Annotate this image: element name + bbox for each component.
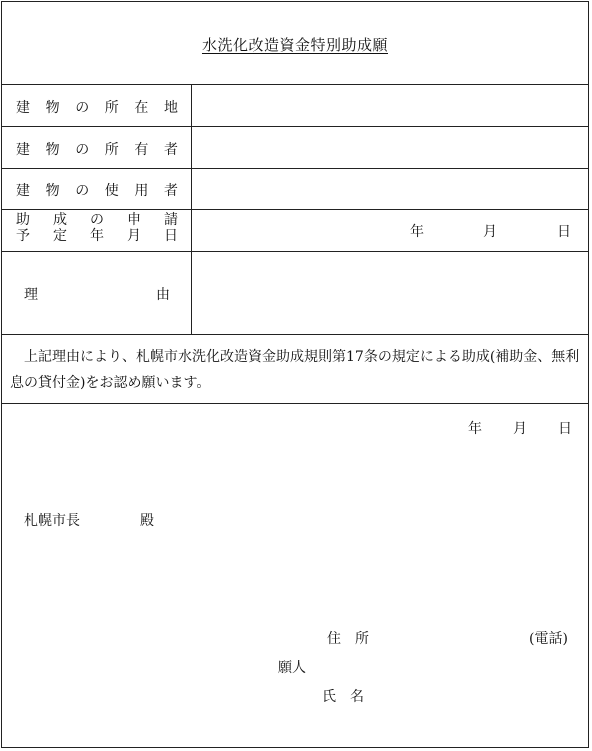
form-title-text: 水洗化改造資金特別助成願: [201, 36, 388, 54]
label-char: 月: [127, 228, 141, 244]
label-char: の: [75, 100, 90, 116]
label-char: 有: [134, 142, 149, 158]
label-char: の: [75, 183, 90, 199]
label-char: 使: [104, 183, 119, 199]
rule-7: [2, 403, 588, 404]
label-char: 建: [16, 100, 30, 116]
applicant-phone-label: (電話): [529, 631, 568, 647]
label-planned-date-line1: [16, 213, 178, 228]
field-building-location[interactable]: [193, 86, 587, 125]
label-char: 予: [16, 228, 30, 244]
label-building-location: [16, 97, 178, 117]
application-form: [1, 1, 589, 748]
label-reason: [24, 284, 170, 304]
rule-6: [2, 334, 588, 335]
label-char: 物: [45, 183, 60, 199]
label-char: 成: [53, 212, 67, 228]
label-char: の: [75, 142, 90, 158]
sign-date-year[interactable]: 年: [468, 421, 482, 437]
label-char: 者: [163, 183, 178, 199]
rule-1: [2, 84, 588, 85]
label-char: 年: [90, 228, 104, 244]
planned-date-day[interactable]: 日: [557, 224, 571, 240]
field-building-user[interactable]: [193, 170, 587, 208]
applicant-name-label: 氏 名: [322, 689, 364, 705]
label-char: 助: [16, 212, 30, 228]
field-building-owner[interactable]: [193, 128, 587, 167]
column-divider: [191, 84, 192, 334]
label-char: 申: [127, 212, 141, 228]
label-char: 建: [16, 142, 30, 158]
label-building-owner: [16, 139, 178, 159]
rule-2: [2, 126, 588, 127]
addressee-name: 札幌市長: [24, 513, 80, 529]
form-title: [2, 34, 588, 55]
label-char: 者: [163, 142, 178, 158]
label-char: 建: [16, 183, 30, 199]
label-char: 物: [45, 142, 60, 158]
label-char: 在: [134, 100, 149, 116]
rule-5: [2, 251, 588, 252]
rule-3: [2, 168, 588, 169]
planned-date-year[interactable]: 年: [410, 224, 424, 240]
label-char: 請: [164, 212, 178, 228]
label-char: 定: [53, 228, 67, 244]
addressee-honorific: 殿: [140, 513, 154, 529]
label-char: 地: [163, 100, 178, 116]
sign-date-day[interactable]: 日: [558, 421, 572, 437]
label-char: 由: [156, 287, 170, 303]
label-char: 理: [24, 287, 38, 303]
sign-date-month[interactable]: 月: [513, 421, 527, 437]
label-char: 用: [134, 183, 149, 199]
label-char: 物: [45, 100, 60, 116]
field-reason[interactable]: [193, 253, 587, 333]
applicant-address-label: 住 所: [327, 631, 369, 647]
planned-date-month[interactable]: 月: [483, 224, 497, 240]
label-char: の: [90, 212, 104, 228]
label-char: 日: [164, 228, 178, 244]
label-char: 所: [104, 142, 119, 158]
label-char: 所: [104, 100, 119, 116]
statement-text: 上記理由により、札幌市水洗化改造資金助成規則第17条の規定による助成(補助金、無利息の貸付金)をお認め願います。: [10, 349, 580, 391]
rule-4: [2, 209, 588, 210]
label-planned-date-line2: [16, 229, 178, 244]
applicant-role-label: 願人: [278, 660, 306, 676]
label-building-user: [16, 180, 178, 200]
